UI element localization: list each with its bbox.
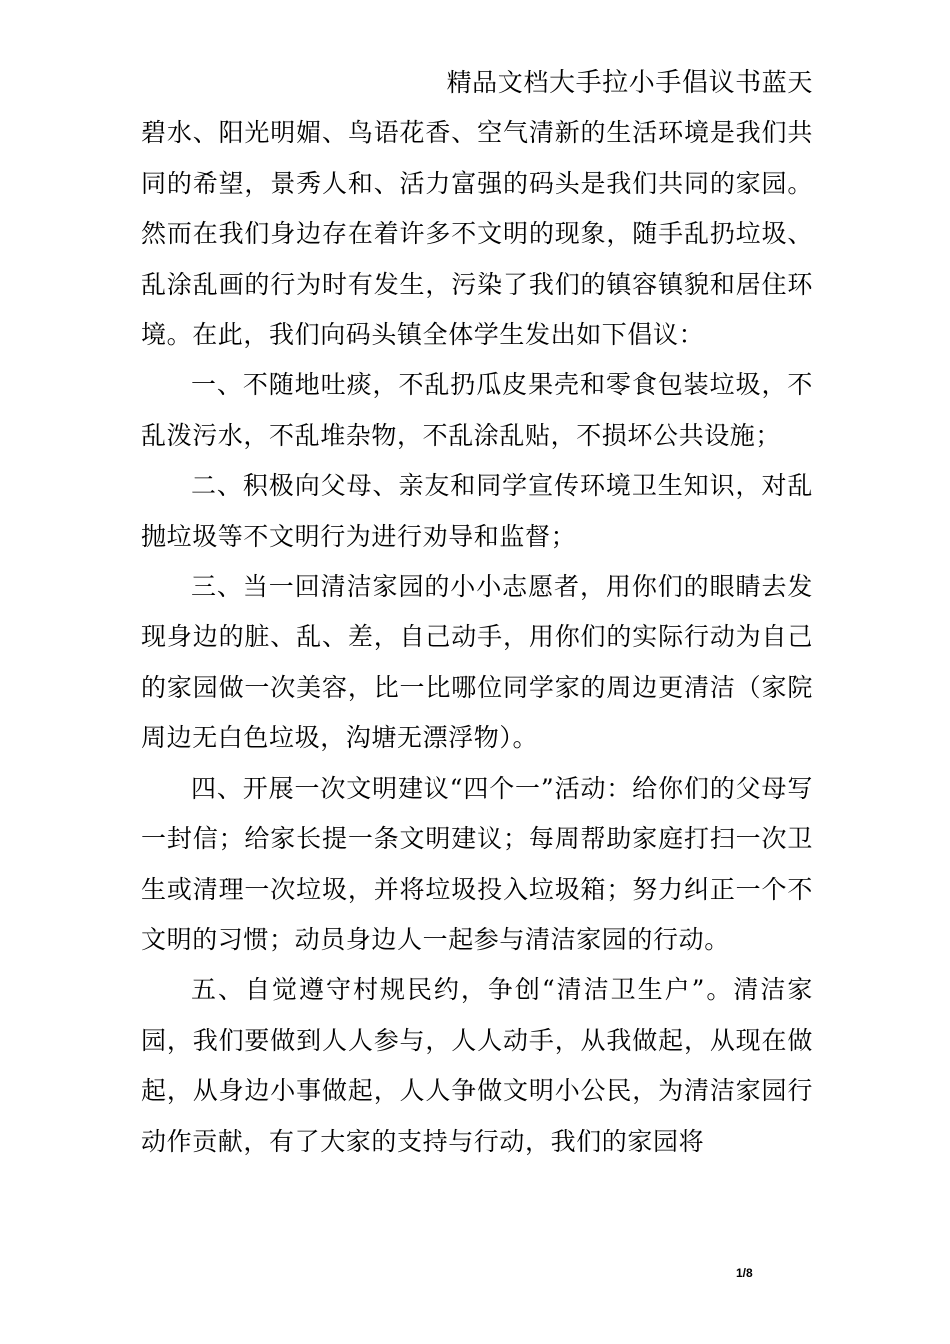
header-prefix: 精品文档 xyxy=(446,68,549,97)
proposal-item-2: 二、积极向父母、亲友和同学宣传环境卫生知识，对乱抛垃圾等不文明行为进行劝导和监督； xyxy=(141,471,813,551)
proposal-item-4: 四、开展一次文明建议“四个一”活动：给你们的父母写一封信；给家长提一条文明建议；每周帮助家庭打扫一次卫生或清理一次垃圾，并将垃圾投入垃圾箱；努力纠正一个不文明的习惯；动员身边人一起参与清洁家园的行动。 xyxy=(141,773,813,954)
proposal-item-1: 一、不随地吐痰，不乱扔瓜皮果壳和零食包装垃圾，不乱泼污水，不乱堆杂物，不乱涂乱贴，不损坏公共设施； xyxy=(141,370,813,450)
page-indicator: 1/8 xyxy=(736,1266,753,1280)
document-title: 大手拉小手倡议书 xyxy=(548,68,762,98)
proposal-item-5: 五、自觉遵守村规民约，争创“清洁卫生户”。清洁家园，我们要做到人人参与，人人动手，从我做起，从现在做起，从身边小事做起，人人争做文明小公民，为清洁家园行动作贡献，有了大家的支持与行动，我们的家园将 xyxy=(141,975,813,1156)
intro-paragraph: 碧水、阳光明媚、鸟语花香、空气清新的生活环境是我们共同的希望，景秀人和、活力富强的码头是我们共同的家园。然而在我们身边存在着许多不文明的现象，随手乱扔垃圾、乱涂乱画的行为时有发生，污染了我们的镇容镇貌和居住环境。在此，我们向码头镇全体学生发出如下倡议： xyxy=(141,118,813,350)
title-tail: 蓝天 xyxy=(761,68,813,97)
document-body xyxy=(141,58,813,1167)
proposal-item-3: 三、当一回清洁家园的小小志愿者，用你们的眼睛去发现身边的脏、乱、差，自己动手，用你们的实际行动为自己的家园做一次美容，比一比哪位同学家的周边更清洁（家院周边无白色垃圾，沟塘无漂浮物）。 xyxy=(141,572,813,753)
header-line xyxy=(141,58,813,108)
